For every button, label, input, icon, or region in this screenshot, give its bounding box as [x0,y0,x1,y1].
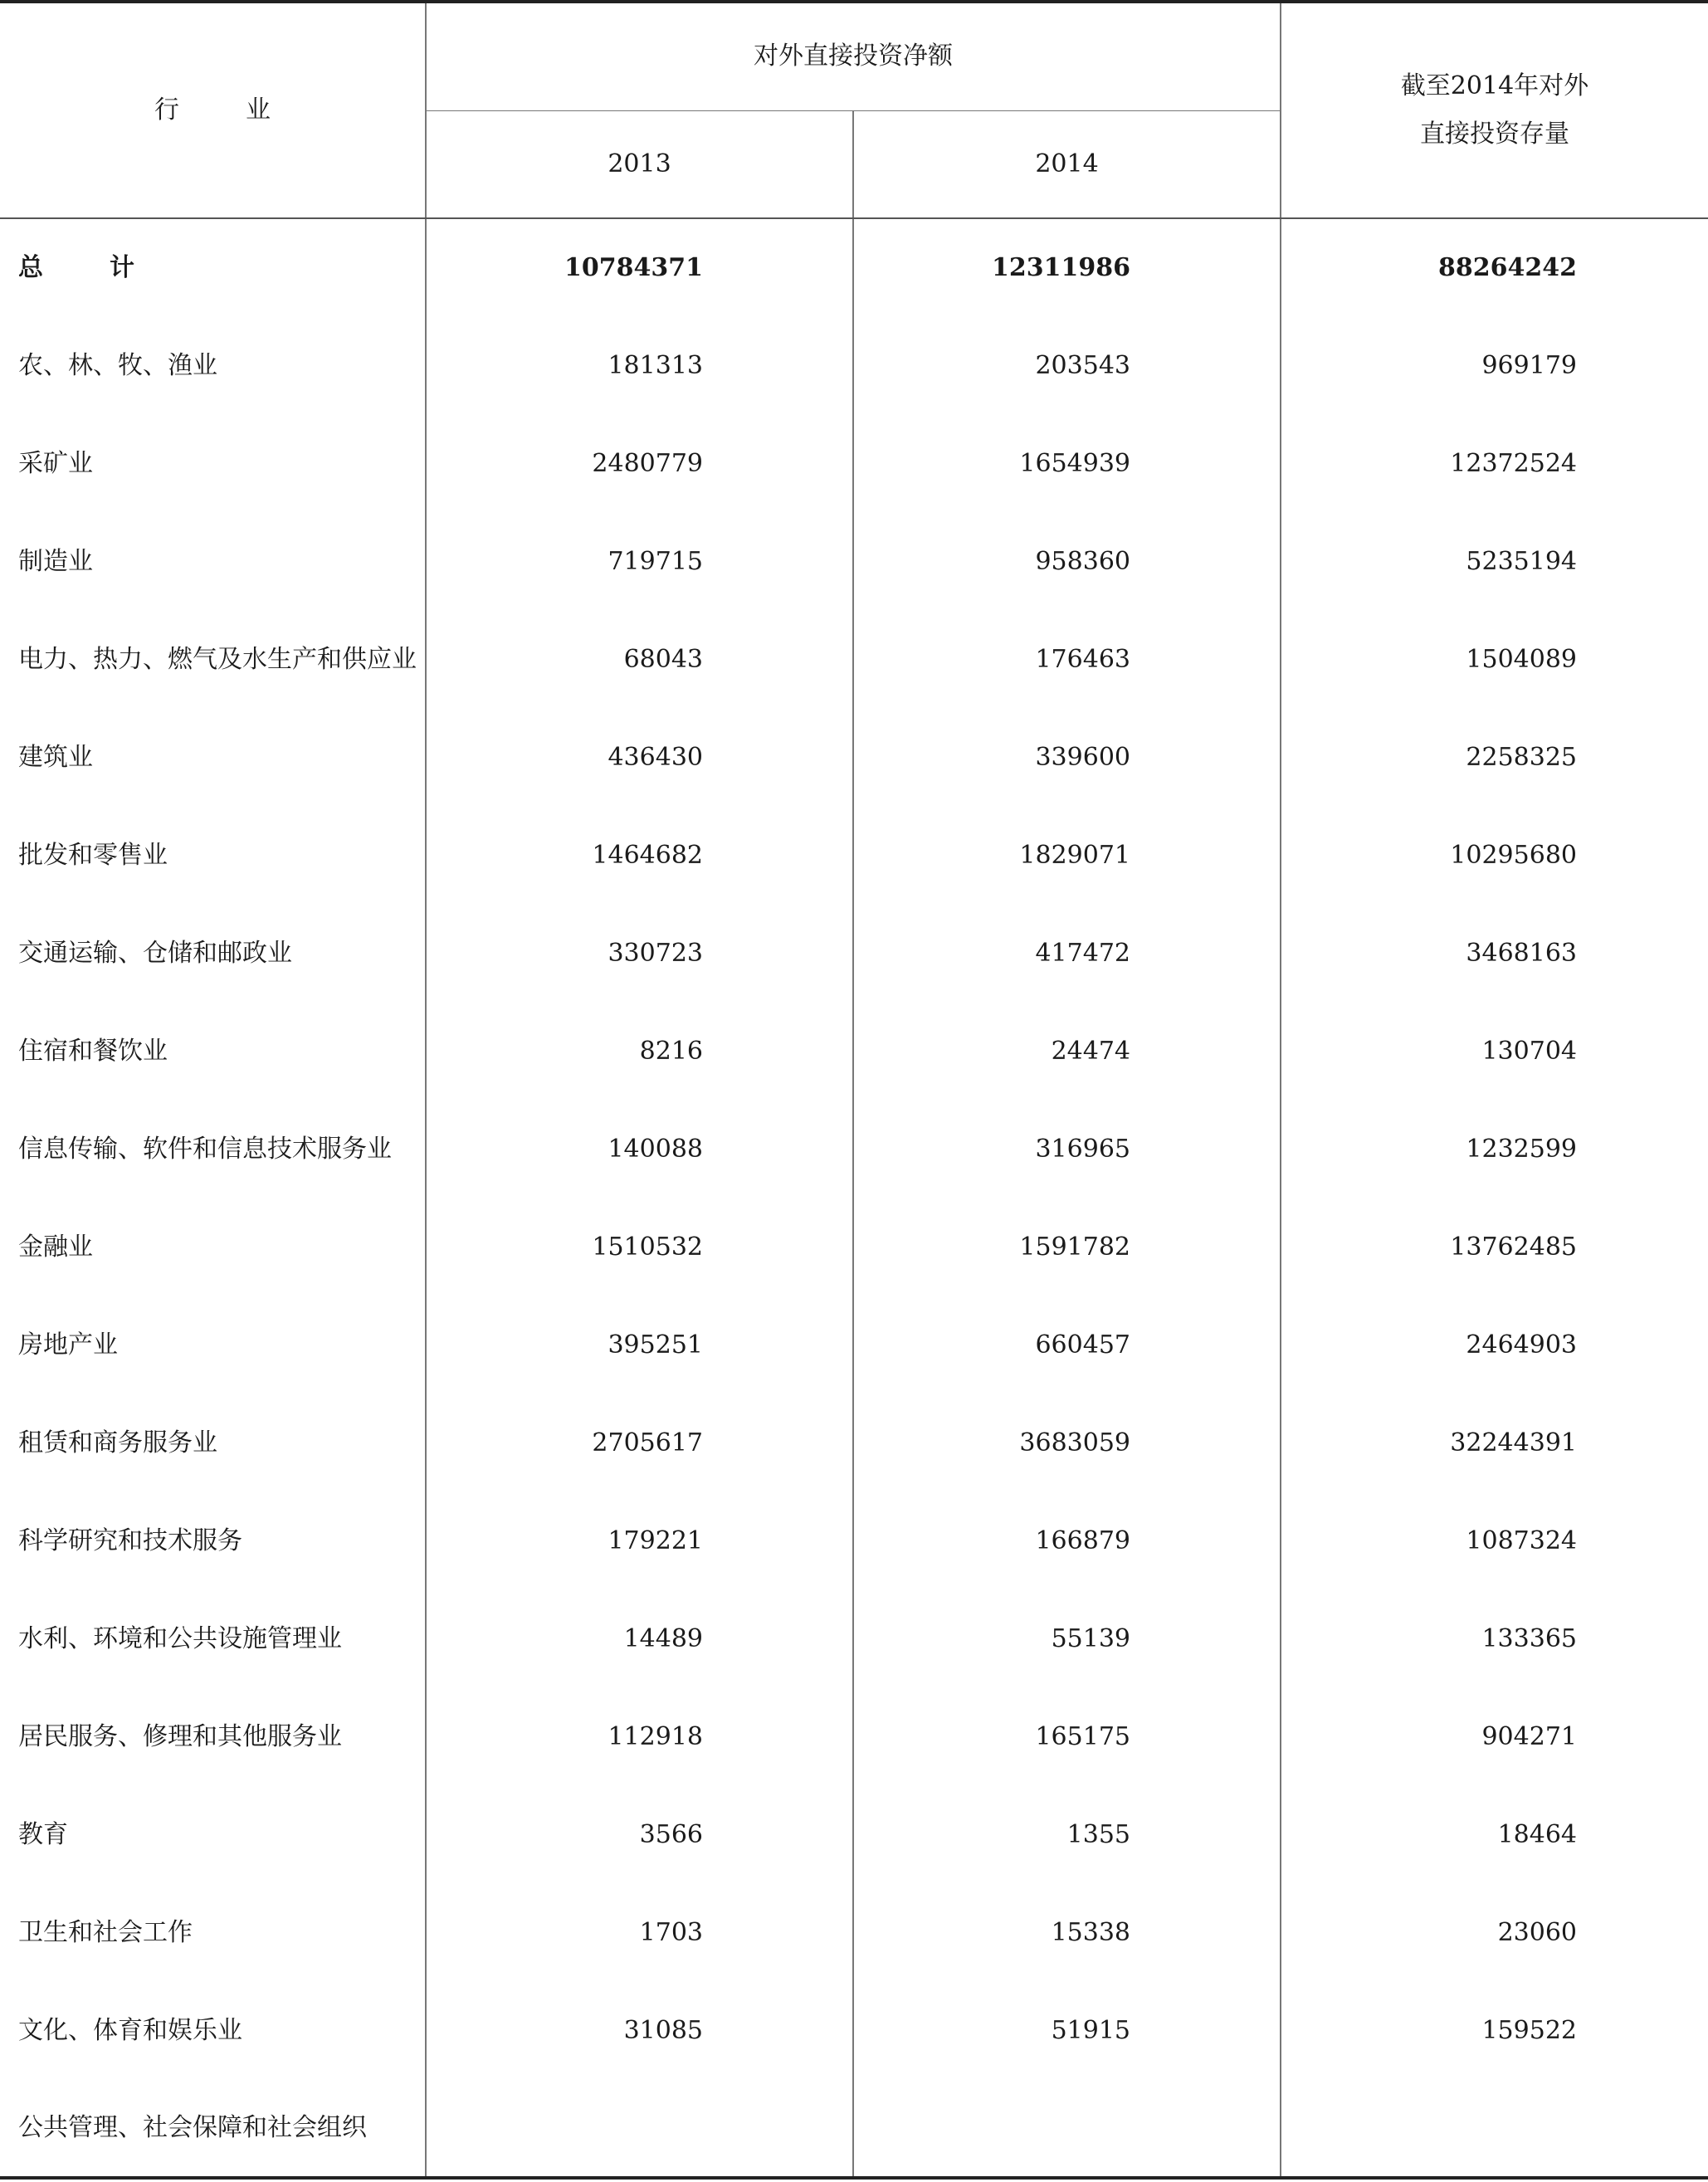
industry-name: 建筑业 [0,709,426,807]
industry-name: 房地产业 [0,1296,426,1394]
table-row [0,1198,1708,1296]
table-row [0,905,1708,1003]
table-row [0,415,1708,513]
value-2013: 1703 [426,1884,853,1982]
value-2013: 181313 [426,317,853,415]
table-row [0,1982,1708,2080]
value-2014: 1355 [853,1786,1281,1884]
value-stock: 3468163 [1466,939,1577,968]
value-stock: 969179 [1481,351,1577,380]
stock-header-line-2: 直接投资存量 [1420,120,1569,149]
value-2013: 436430 [426,709,853,807]
value-2013: 395251 [426,1296,853,1394]
value-2013: 68043 [426,611,853,709]
table-header [0,2,1708,218]
industry-name: 卫生和社会工作 [0,1884,426,1982]
value-2013: 330723 [426,905,853,1003]
stock-header-line-1: 截至2014年对外 [1400,71,1589,100]
table-row [0,1786,1708,1884]
value-stock: 12372524 [1450,449,1577,478]
value-2013: 1464682 [426,807,853,905]
value-2013: 14489 [426,1590,853,1688]
industry-name: 住宿和餐饮业 [0,1003,426,1101]
table-row [0,611,1708,709]
value-2014: 660457 [853,1296,1281,1394]
stock-column-header [1281,2,1708,218]
value-2014: 24474 [853,1003,1281,1101]
industry-name: 居民服务、修理和其他服务业 [0,1688,426,1786]
industry-name: 租赁和商务服务业 [0,1394,426,1492]
value-2013: 8216 [426,1003,853,1101]
value-2013: 140088 [426,1101,853,1198]
value-stock: 10295680 [1450,841,1577,870]
total-2013-value: 10784371 [426,218,853,317]
value-stock: 133365 [1481,1624,1577,1653]
total-label-char-1: 总 [18,253,43,282]
year-2014-header: 2014 [853,110,1281,218]
table-row [0,1884,1708,1982]
value-2013: 2705617 [426,1394,853,1492]
value-2014: 1829071 [853,807,1281,905]
net-investment-group-header: 对外直接投资净额 [426,2,1281,110]
value-2014: 176463 [853,611,1281,709]
year-2013-header: 2013 [426,110,853,218]
value-2014: 203543 [853,317,1281,415]
value-2014: 417472 [853,905,1281,1003]
value-2014: 165175 [853,1688,1281,1786]
value-2013: 1510532 [426,1198,853,1296]
industry-column-header [0,2,426,218]
value-stock: 32244391 [1450,1428,1577,1457]
value-stock: 904271 [1481,1722,1577,1751]
value-2014: 15338 [853,1884,1281,1982]
value-stock: 1232599 [1466,1135,1577,1164]
industry-name: 电力、热力、燃气及水生产和供应业 [0,611,426,709]
table-row [0,1492,1708,1590]
value-2014: 339600 [853,709,1281,807]
value-stock: 1504089 [1466,645,1577,674]
table-row [0,807,1708,905]
industry-name: 科学研究和技术服务 [0,1492,426,1590]
industry-name: 文化、体育和娱乐业 [0,1982,426,2080]
table-row-total [0,218,1708,317]
value-2013: 112918 [426,1688,853,1786]
total-stock-value: 88264242 [1438,253,1577,282]
table-row [0,513,1708,611]
industry-header-char-2: 业 [246,95,271,124]
value-2013: 179221 [426,1492,853,1590]
value-2014: 3683059 [853,1394,1281,1492]
value-stock: 23060 [1497,1918,1577,1947]
value-stock: 5235194 [1466,547,1577,576]
table-row [0,1590,1708,1688]
industry-name: 水利、环境和公共设施管理业 [0,1590,426,1688]
industry-name: 批发和零售业 [0,807,426,905]
value-2014 [853,2080,1281,2178]
value-2013: 719715 [426,513,853,611]
industry-name: 信息传输、软件和信息技术服务业 [0,1101,426,1198]
table-row [0,317,1708,415]
table-body [0,218,1708,2178]
total-label-char-2: 计 [110,253,134,282]
value-2014: 166879 [853,1492,1281,1590]
industry-name: 制造业 [0,513,426,611]
value-stock: 2258325 [1466,743,1577,772]
value-stock [1281,2080,1708,2178]
table-row [0,1688,1708,1786]
total-label [0,218,426,317]
value-stock: 1087324 [1466,1526,1577,1555]
value-stock: 159522 [1481,2016,1577,2045]
table-row [0,1394,1708,1492]
industry-name: 采矿业 [0,415,426,513]
value-stock: 18464 [1497,1820,1577,1849]
value-2014: 1654939 [853,415,1281,513]
value-stock: 130704 [1481,1037,1577,1066]
industry-name: 交通运输、仓储和邮政业 [0,905,426,1003]
table-row [0,1101,1708,1198]
value-2014: 958360 [853,513,1281,611]
industry-name: 公共管理、社会保障和社会组织 [0,2080,426,2178]
table-row [0,1296,1708,1394]
industry-name: 农、林、牧、渔业 [0,317,426,415]
table-row [0,709,1708,807]
value-2014: 316965 [853,1101,1281,1198]
value-2014: 51915 [853,1982,1281,2080]
table-row [0,2080,1708,2178]
total-2014-value: 12311986 [853,218,1281,317]
table-row [0,1003,1708,1101]
value-2013 [426,2080,853,2178]
value-2014: 55139 [853,1590,1281,1688]
value-stock: 13762485 [1450,1233,1577,1262]
industry-name: 金融业 [0,1198,426,1296]
industry-header-char-1: 行 [154,95,179,124]
value-2014: 1591782 [853,1198,1281,1296]
value-2013: 31085 [426,1982,853,2080]
value-2013: 2480779 [426,415,853,513]
value-stock: 2464903 [1466,1330,1577,1359]
value-2013: 3566 [426,1786,853,1884]
industry-name: 教育 [0,1786,426,1884]
